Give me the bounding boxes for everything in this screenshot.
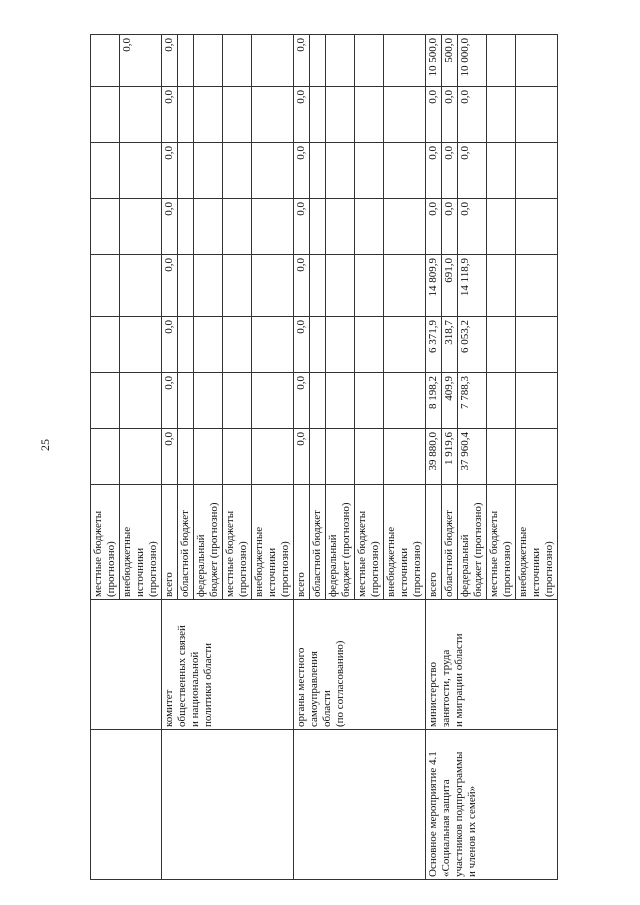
source-cell: внебюджетные источники (прогнозно) bbox=[516, 485, 558, 600]
table-row bbox=[426, 35, 442, 880]
value-cell: 0,0 bbox=[426, 87, 442, 143]
value-cell: 0,0 bbox=[162, 199, 178, 255]
value-cell: 0,0 bbox=[162, 35, 178, 87]
source-cell: местные бюджеты (прогнозно) bbox=[223, 485, 252, 600]
measure-cell: Основное мероприятие 4.1 «Социальная защита участников подпрограммы и членов их семей» bbox=[426, 730, 558, 880]
source-cell: внебюджетные источники (прогнозно) bbox=[384, 485, 426, 600]
value-cell: 0,0 bbox=[294, 143, 310, 199]
source-cell: федеральный бюджет (прогнозно) bbox=[326, 485, 355, 600]
executor-cell: органы местного самоуправления области (по согласованию) bbox=[294, 600, 426, 730]
value-cell: 0,0 bbox=[294, 87, 310, 143]
value-cell: 0,0 bbox=[458, 199, 487, 255]
source-cell: областной бюджет bbox=[310, 485, 326, 600]
executor-cell: комитет общественных связей и национальной политики области bbox=[162, 600, 294, 730]
page-number: 25 bbox=[38, 439, 52, 451]
value-cell: 37 960,4 bbox=[458, 429, 487, 485]
value-cell: 0,0 bbox=[120, 35, 162, 87]
value-cell: 0,0 bbox=[294, 429, 310, 485]
value-cell: 0,0 bbox=[294, 255, 310, 317]
value-cell: 691,0 bbox=[442, 255, 458, 317]
value-cell: 500,0 bbox=[442, 35, 458, 87]
value-cell: 0,0 bbox=[442, 199, 458, 255]
value-cell: 0,0 bbox=[294, 199, 310, 255]
value-cell: 0,0 bbox=[426, 199, 442, 255]
source-cell: областной бюджет bbox=[178, 485, 194, 600]
measure-cell-empty bbox=[162, 730, 294, 880]
value-cell: 0,0 bbox=[458, 143, 487, 199]
value-cell: 10 500,0 bbox=[426, 35, 442, 87]
source-cell: внебюджетные источники (прогнозно) bbox=[252, 485, 294, 600]
value-cell: 0,0 bbox=[162, 87, 178, 143]
value-cell: 0,0 bbox=[442, 87, 458, 143]
budget-table bbox=[90, 34, 558, 880]
value-cell: 0,0 bbox=[442, 143, 458, 199]
budget-table-sheet bbox=[90, 35, 555, 880]
value-cell: 0,0 bbox=[294, 35, 310, 87]
value-cell: 6 371,9 bbox=[426, 317, 442, 373]
source-cell: внебюджетные источники (прогнозно) bbox=[120, 485, 162, 600]
executor-cell-empty bbox=[91, 600, 162, 730]
value-cell: 409,9 bbox=[442, 373, 458, 429]
source-cell: федеральный бюджет (прогнозно) bbox=[194, 485, 223, 600]
value-cell: 1 919,6 bbox=[442, 429, 458, 485]
table-row bbox=[91, 35, 120, 880]
table-row bbox=[162, 35, 178, 880]
table-row bbox=[294, 35, 310, 880]
source-cell: местные бюджеты (прогнозно) bbox=[355, 485, 384, 600]
value-cell: 14 118,9 bbox=[458, 255, 487, 317]
value-cell: 10 000,0 bbox=[458, 35, 487, 87]
measure-cell-empty bbox=[91, 730, 162, 880]
value-cell: 0,0 bbox=[294, 317, 310, 373]
source-cell: местные бюджеты (прогнозно) bbox=[91, 485, 120, 600]
value-cell: 39 880,0 bbox=[426, 429, 442, 485]
source-cell: всего bbox=[426, 485, 442, 600]
value-cell: 318,7 bbox=[442, 317, 458, 373]
value-cell: 0,0 bbox=[162, 429, 178, 485]
value-cell: 14 809,9 bbox=[426, 255, 442, 317]
value-cell: 0,0 bbox=[458, 87, 487, 143]
source-cell: федеральный бюджет (прогнозно) bbox=[458, 485, 487, 600]
source-cell: областной бюджет bbox=[442, 485, 458, 600]
executor-cell: министерство занятости, труда и миграции области bbox=[426, 600, 558, 730]
value-cell: 7 788,3 bbox=[458, 373, 487, 429]
value-cell: 0,0 bbox=[294, 373, 310, 429]
source-cell: местные бюджеты (прогнозно) bbox=[487, 485, 516, 600]
value-cell: 0,0 bbox=[162, 373, 178, 429]
value-cell: 0,0 bbox=[162, 255, 178, 317]
source-cell: всего bbox=[162, 485, 178, 600]
value-cell: 8 198,2 bbox=[426, 373, 442, 429]
value-cell: 0,0 bbox=[162, 317, 178, 373]
value-cell: 0,0 bbox=[426, 143, 442, 199]
measure-cell-empty bbox=[294, 730, 426, 880]
value-cell: 6 053,2 bbox=[458, 317, 487, 373]
source-cell: всего bbox=[294, 485, 310, 600]
value-cell: 0,0 bbox=[162, 143, 178, 199]
